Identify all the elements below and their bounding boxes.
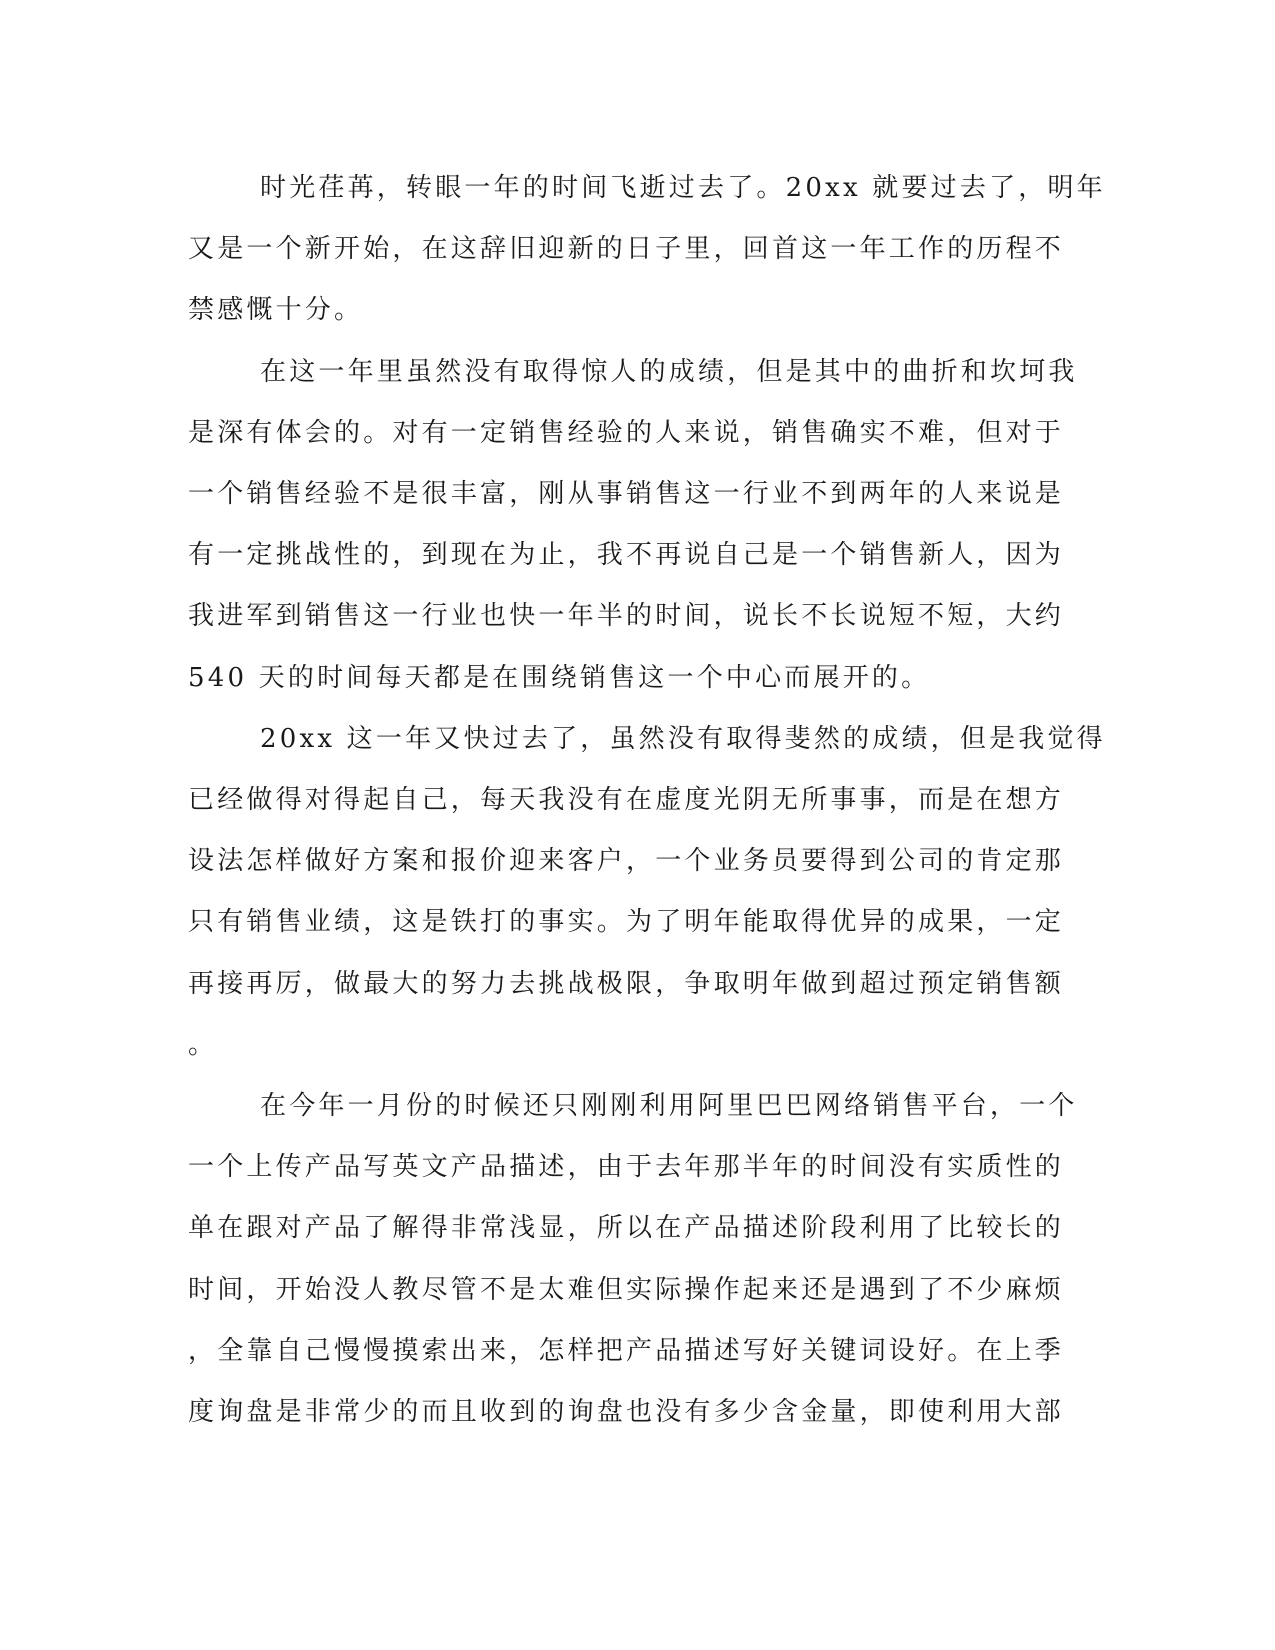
- paragraph-line: 。: [188, 1029, 218, 1060]
- paragraph-line: 再接再厉，做最大的努力去挑战极限，争取明年做到超过预定销售额: [188, 968, 1065, 999]
- paragraph-line: 时间，开始没人教尽管不是太难但实际操作起来还是遇到了不少麻烦: [188, 1274, 1065, 1305]
- paragraph-line: 度询盘是非常少的而且收到的询盘也没有多少含金量，即使利用大部: [188, 1397, 1065, 1428]
- paragraph-1: [188, 158, 1106, 342]
- paragraph-line: 已经做得对得起自己，每天我没有在虚度光阴无所事事，而是在想方: [188, 785, 1065, 816]
- paragraph-line: 一个销售经验不是很丰富，刚从事销售这一行业不到两年的人来说是: [188, 479, 1065, 510]
- paragraph-line: 20xx 这一年又快过去了，虽然没有取得斐然的成绩，但是我觉得: [260, 723, 1106, 754]
- paragraph-line: 在今年一月份的时候还只刚刚利用阿里巴巴网络销售平台，一个: [260, 1091, 1078, 1122]
- paragraph-line: 禁感慨十分。: [188, 295, 364, 326]
- paragraph-line: 单在跟对产品了解得非常浅显，所以在产品描述阶段利用了比较长的: [188, 1213, 1065, 1244]
- paragraph-line: 我进军到销售这一行业也快一年半的时间，说长不长说短不短，大约: [188, 601, 1065, 632]
- paragraph-line: 只有销售业绩，这是铁打的事实。为了明年能取得优异的成果，一定: [188, 907, 1065, 938]
- paragraph-line: 540 天的时间每天都是在围绕销售这一个中心而展开的。: [188, 662, 931, 693]
- paragraph-2: [188, 342, 1078, 709]
- paragraph-line: 是深有体会的。对有一定销售经验的人来说，销售确实不难，但对于: [188, 417, 1065, 448]
- paragraph-line: 在这一年里虽然没有取得惊人的成绩，但是其中的曲折和坎坷我: [260, 356, 1078, 387]
- paragraph-line: ，全靠自己慢慢摸索出来，怎样把产品描述写好关键词设好。在上季: [188, 1335, 1065, 1366]
- document-body: [188, 158, 1106, 1443]
- paragraph-line: 又是一个新开始，在这辞旧迎新的日子里，回首这一年工作的历程不: [188, 234, 1065, 265]
- paragraph-line: 时光荏苒，转眼一年的时间飞逝过去了。20xx 就要过去了，明年: [260, 173, 1106, 203]
- paragraph-line: 一个上传产品写英文产品描述，由于去年那半年的时间没有实质性的: [188, 1152, 1065, 1183]
- paragraph-4: [188, 1076, 1078, 1443]
- paragraph-line: 设法怎样做好方案和报价迎来客户，一个业务员要得到公司的肯定那: [188, 846, 1065, 877]
- paragraph-3: [188, 709, 1106, 1076]
- paragraph-line: 有一定挑战性的，到现在为止，我不再说自己是一个销售新人，因为: [188, 540, 1065, 571]
